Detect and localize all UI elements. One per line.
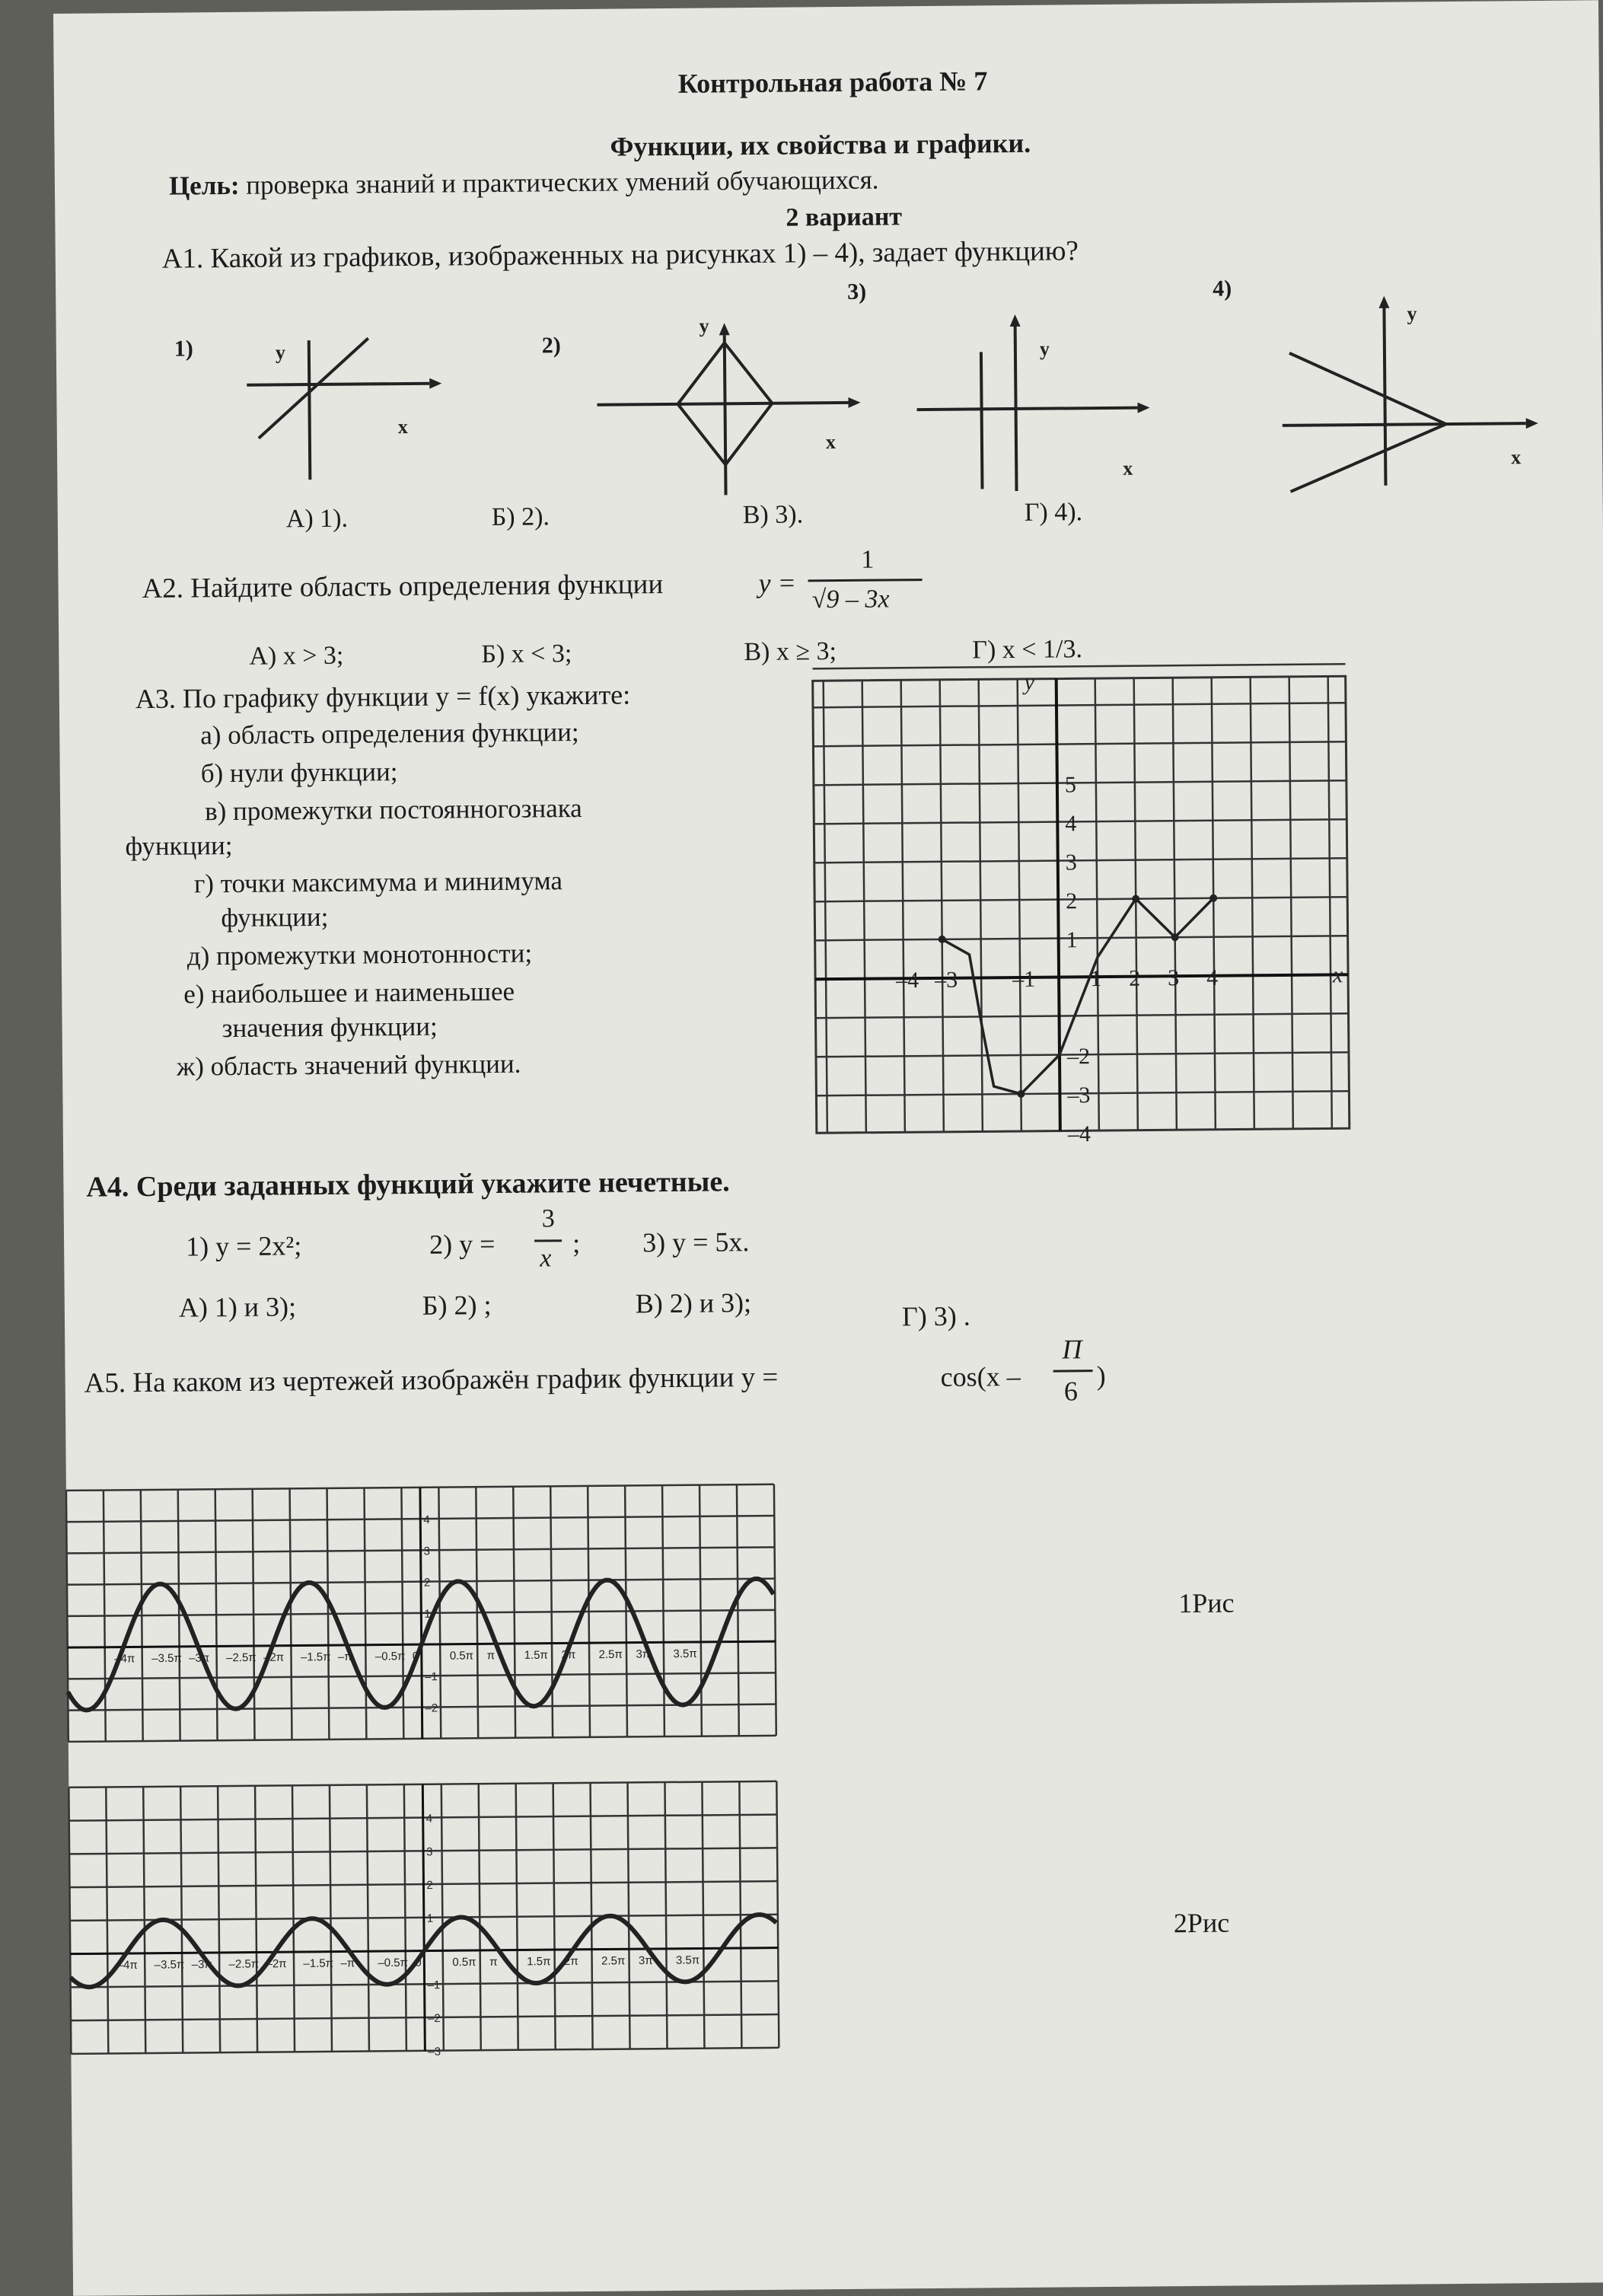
a5-question: А5. На каком из чертежей изображён график функции y = xyxy=(84,1361,779,1399)
x-tick-label: –2π xyxy=(263,1650,285,1664)
x-tick-label: –π xyxy=(337,1650,352,1664)
grid-line-vertical xyxy=(940,680,944,1132)
a1-option-b[interactable]: Б) 2). xyxy=(491,502,550,531)
a3-item-v-cont: функции; xyxy=(125,830,233,862)
x-tick-label: –3π xyxy=(189,1651,210,1665)
y-tick-label: 4 xyxy=(1065,811,1077,837)
y-tick-label: –1 xyxy=(427,1979,441,1992)
a1-graph-4 xyxy=(1273,282,1550,513)
a4-function-2-lhs: 2) y = xyxy=(429,1228,496,1260)
y-tick-label: 3 xyxy=(423,1545,431,1558)
a3-question: А3. По графику функции y = f(x) укажите: xyxy=(135,679,631,715)
curve-point xyxy=(939,936,946,943)
a3-item-zh: ж) область значений функции. xyxy=(176,1048,521,1082)
x-axis-label: x xyxy=(397,415,408,438)
grid-line-vertical xyxy=(862,681,866,1133)
x-axis-arrow xyxy=(848,397,860,408)
grid-line-vertical xyxy=(1328,676,1332,1128)
goal-label: Цель: xyxy=(168,170,240,201)
grid-line-horizontal xyxy=(814,858,1347,863)
x-axis-arrow xyxy=(1138,402,1150,413)
a3-item-g: г) точки максимума и минимума xyxy=(193,866,563,899)
x-tick-label: –4π xyxy=(114,1652,135,1666)
curve-point xyxy=(1171,933,1179,941)
x-axis-label: x xyxy=(825,431,837,454)
y-axis xyxy=(725,335,726,495)
y-tick-label: 1 xyxy=(426,1912,434,1925)
a1-question: А1. Какой из графиков, изображенных на рисунках 1) – 4), задает функцию? xyxy=(161,235,1079,275)
y-tick-label: –2 xyxy=(427,2011,441,2026)
x-axis xyxy=(1283,423,1526,426)
grid-line-vertical xyxy=(901,680,905,1132)
x-tick-label: –3π xyxy=(191,1958,212,1972)
grid-line-horizontal xyxy=(813,741,1346,746)
a5-cos-denominator: 6 xyxy=(1063,1376,1079,1407)
variant-label: 2 вариант xyxy=(786,202,903,232)
a4-question: А4. Среди заданных функций укажите нечетные. xyxy=(86,1166,730,1204)
a4-option-b[interactable]: Б) 2) ; xyxy=(422,1290,492,1321)
angle-shape xyxy=(1289,352,1447,492)
y-axis-arrow xyxy=(719,323,730,335)
y-tick-label: 1 xyxy=(424,1607,431,1621)
x-tick-label: 1 xyxy=(1089,966,1102,992)
y-axis xyxy=(420,1488,422,1739)
y-tick-label: 2 xyxy=(423,1576,431,1590)
y-axis xyxy=(1056,679,1060,1131)
vertical-line xyxy=(981,352,983,489)
grid-line-horizontal xyxy=(815,936,1348,940)
a3-item-b: б) нули функции; xyxy=(200,757,398,789)
a1-graph-1-number: 1) xyxy=(174,336,193,362)
x-axis xyxy=(598,403,849,405)
x-tick-label: 2π xyxy=(564,1954,578,1968)
topic-title: Функции, их свойства и графики. xyxy=(610,127,1031,162)
x-axis-label: x xyxy=(1511,446,1522,469)
a5-figure-1 xyxy=(66,1484,784,1749)
x-tick-label: –0.5π xyxy=(378,1956,409,1970)
a4-option-d[interactable]: Г) 3) . xyxy=(901,1300,970,1332)
y-axis-arrow xyxy=(1378,296,1389,308)
y-axis-label: y xyxy=(1039,337,1050,360)
a4-function-3: 3) y = 5x. xyxy=(642,1226,750,1258)
x-tick-label: 3π xyxy=(638,1953,653,1968)
a4-option-a[interactable]: А) 1) и 3); xyxy=(178,1291,297,1323)
x-axis-arrow xyxy=(1526,418,1538,429)
y-tick-label: 3 xyxy=(426,1845,433,1859)
a3-item-a: а) область определения функции; xyxy=(200,717,579,751)
grid-line-vertical xyxy=(1289,677,1293,1129)
y-tick-label: –1 xyxy=(425,1670,438,1684)
y-tick-label: 2 xyxy=(426,1878,433,1893)
test-sheet xyxy=(53,0,1603,2296)
grid-line-vertical xyxy=(1134,678,1138,1130)
x-tick-label: 2.5π xyxy=(598,1647,623,1662)
a1-graph-2 xyxy=(596,311,872,504)
a1-graph-1 xyxy=(247,330,446,484)
a1-graph-3 xyxy=(916,308,1161,493)
y-axis xyxy=(1015,325,1017,491)
curve-point xyxy=(1017,1090,1025,1098)
x-tick-label: –4 xyxy=(895,968,919,993)
x-axis xyxy=(917,408,1138,410)
grid-line-vertical xyxy=(1095,678,1099,1130)
a4-function-2-tail: ; xyxy=(572,1228,581,1259)
x-tick-label: –2π xyxy=(266,1957,287,1971)
a4-fraction-bar xyxy=(534,1239,562,1242)
goal-line xyxy=(169,165,879,202)
grid-line-vertical xyxy=(1212,678,1216,1130)
a3-item-e: е) наибольшее и наименьшее xyxy=(183,976,515,1009)
grid-line-horizontal xyxy=(813,703,1346,707)
a2-formula-numerator: 1 xyxy=(861,545,875,574)
y-tick-label: –3 xyxy=(428,2045,441,2058)
a1-option-c[interactable]: В) 3). xyxy=(742,500,804,530)
x-tick-label: 2 xyxy=(1128,965,1141,991)
a1-graph-2-number: 2) xyxy=(541,333,561,359)
x-tick-label: 3 xyxy=(1167,965,1180,991)
a3-item-e-cont: значения функции; xyxy=(221,1011,438,1044)
y-axis-arrow xyxy=(1009,314,1020,327)
grid-line-vertical xyxy=(1251,677,1254,1129)
x-axis-label: x xyxy=(1332,962,1343,988)
a2-formula-denominator: √9 – 3x xyxy=(811,585,890,614)
x-axis-label: x xyxy=(1123,457,1133,480)
a1-option-a[interactable]: А) 1). xyxy=(285,504,349,534)
a3-item-v: в) промежутки постоянногознака xyxy=(204,792,582,827)
y-tick-label: –4 xyxy=(1067,1121,1092,1147)
y-tick-label: –3 xyxy=(1067,1083,1091,1108)
a5-figure-2 xyxy=(69,1781,786,2062)
x-tick-label: 3.5π xyxy=(673,1647,697,1661)
y-tick-label: –2 xyxy=(1066,1044,1091,1070)
graph-line xyxy=(258,338,369,438)
x-tick-label: –2.5π xyxy=(228,1957,260,1971)
x-tick-label: –1 xyxy=(1012,966,1036,993)
x-tick-label: –1.5π xyxy=(303,1956,334,1970)
x-axis-arrow xyxy=(429,378,441,389)
a4-option-c[interactable]: В) 2) и 3); xyxy=(635,1287,752,1319)
grid-line-vertical xyxy=(979,679,983,1131)
a2-formula-lhs: y = xyxy=(758,567,797,598)
x-tick-label: –π xyxy=(340,1956,355,1970)
y-tick-label: 4 xyxy=(423,1513,430,1527)
x-axis xyxy=(247,384,429,385)
grid-line-horizontal xyxy=(814,897,1347,901)
x-tick-label: 0.5π xyxy=(452,1956,476,1969)
x-tick-label: –3.5π xyxy=(154,1958,185,1972)
x-tick-label: 1.5π xyxy=(524,1648,548,1662)
a2-option-c[interactable]: В) x ≥ 3; xyxy=(744,637,837,667)
x-tick-label: π xyxy=(489,1955,498,1969)
x-tick-label: 1.5π xyxy=(527,1955,551,1969)
a1-graph-3-number: 3) xyxy=(847,279,867,305)
x-tick-label: 2π xyxy=(561,1648,576,1662)
x-tick-label: –4π xyxy=(116,1958,138,1972)
x-tick-label: 4 xyxy=(1206,965,1219,990)
y-tick-label: 1 xyxy=(1066,927,1078,953)
a2-option-a[interactable]: А) x > 3; xyxy=(249,641,344,671)
x-tick-label: –3 xyxy=(934,967,958,993)
a2-fraction-bar xyxy=(808,579,923,582)
grid-line-vertical xyxy=(1173,678,1177,1130)
y-axis-label: y xyxy=(1024,669,1035,695)
curve-point xyxy=(1209,894,1217,902)
a1-option-d[interactable]: Г) 4). xyxy=(1024,498,1083,527)
a2-option-b[interactable]: Б) x < 3; xyxy=(481,639,572,669)
grid-line-horizontal xyxy=(813,664,1346,668)
y-axis xyxy=(422,1784,425,2051)
goal-text: проверка знаний и практических умений обучающихся. xyxy=(246,164,879,200)
x-tick-label: –2.5π xyxy=(226,1651,257,1665)
a4-function-2-denominator: x xyxy=(540,1244,552,1273)
y-axis-label: y xyxy=(275,341,286,364)
page-title: Контрольная работа № 7 xyxy=(677,65,988,99)
a2-question: А2. Найдите область определения функции xyxy=(142,569,664,605)
grid-line-horizontal xyxy=(816,1013,1349,1018)
x-tick-label: 0.5π xyxy=(449,1649,474,1663)
y-tick-label: 2 xyxy=(1066,888,1078,914)
y-tick-label: 4 xyxy=(425,1812,433,1826)
grid-line-horizontal xyxy=(814,819,1346,824)
a5-cos-tail: ) xyxy=(1096,1360,1106,1392)
x-tick-label: –3.5π xyxy=(151,1651,182,1666)
y-axis-label: y xyxy=(699,314,709,337)
x-tick-label: 3π xyxy=(636,1647,651,1661)
a2-option-d[interactable]: Г) x < 1/3. xyxy=(972,635,1083,665)
grid-line-vertical xyxy=(824,681,827,1133)
y-tick-label: –2 xyxy=(425,1701,438,1715)
y-tick-label: 3 xyxy=(1065,850,1077,875)
x-tick-label: 0 xyxy=(412,1650,419,1663)
x-tick-label: –1.5π xyxy=(300,1650,331,1664)
a3-function-chart xyxy=(813,669,1350,1147)
x-tick-label: –0.5π xyxy=(374,1650,406,1663)
a1-graph-4-number: 4) xyxy=(1213,276,1232,301)
a4-function-2-numerator: 3 xyxy=(541,1204,555,1233)
curve-point xyxy=(1132,895,1139,903)
a3-item-g-cont: функции; xyxy=(221,901,329,933)
a5-fraction-bar xyxy=(1053,1370,1093,1372)
a5-cos-lhs: cos(x – xyxy=(940,1360,1021,1392)
x-tick-label: 0 xyxy=(415,1956,422,1969)
a3-item-d: д) промежутки монотонности; xyxy=(186,938,533,971)
y-axis-label: y xyxy=(1407,302,1417,325)
a5-cos-numerator: Π xyxy=(1062,1334,1082,1365)
grid-line-vertical xyxy=(1018,679,1021,1131)
grid-line-horizontal xyxy=(814,780,1346,785)
x-tick-label: 2.5π xyxy=(601,1954,626,1968)
y-tick-label: 5 xyxy=(1064,772,1077,798)
a4-function-1: 1) y = 2x²; xyxy=(185,1230,302,1262)
x-tick-label: π xyxy=(486,1649,496,1663)
x-tick-label: 3.5π xyxy=(675,1953,700,1967)
a5-figure-2-label[interactable]: 2Рис xyxy=(1173,1907,1230,1939)
y-axis xyxy=(309,340,311,480)
a5-figure-1-label[interactable]: 1Рис xyxy=(1178,1587,1235,1619)
